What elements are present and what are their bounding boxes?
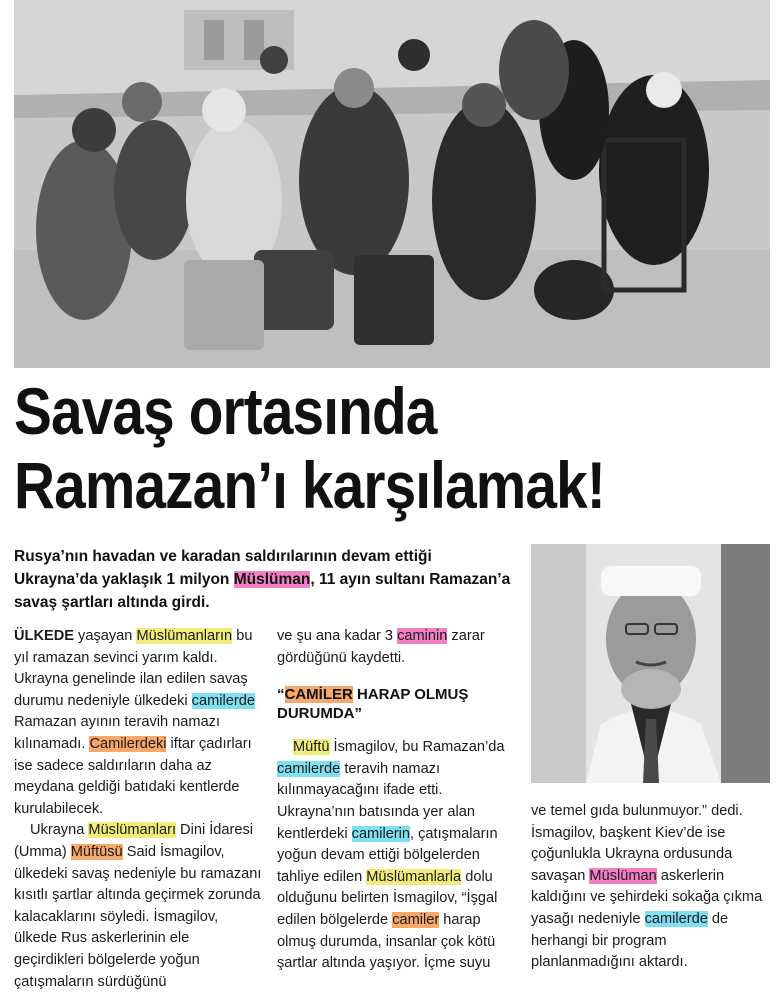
highlight: CAMİLER xyxy=(284,686,353,704)
paragraph: Müftü İsmagilov, bu Ramazan’da camilerde teravih namazı kılınmayacağını ifade etti. Ukrayna’nın batısında yer alan kentlerdeki camilerin, çatışmaların yoğun devam ettiği bölgelerden tahliye edilen Müslümanlarla dolu olduğunu belirten İsmagilov, “İşgal edilen bölgelerde camiler harap olmuş durumda, insanlar çok kötü şartlar altında yaşıyor. İçme suyu xyxy=(277,739,505,972)
subheading: “CAMİLER HARAP OLMUŞ DURUMDA” xyxy=(277,686,469,723)
article-column-1 xyxy=(14,626,262,993)
headline-line-1: Savaş ortasında xyxy=(14,374,437,448)
highlight: camilerde xyxy=(191,692,255,709)
headline-line-2: Ramazan’ı karşılamak! xyxy=(14,448,605,522)
highlight: camilerde xyxy=(277,760,341,777)
paragraph: ve şu ana kadar 3 caminin zarar gördüğünü kaydetti. xyxy=(277,628,485,666)
highlight: camilerde xyxy=(644,910,708,927)
highlight: Müftüsü xyxy=(70,843,123,860)
article-column-3 xyxy=(531,801,770,974)
highlight: Müftü xyxy=(293,739,330,756)
refugees-photo xyxy=(14,0,770,368)
highlight: camilerin xyxy=(351,825,411,842)
highlight: Müslümanlarla xyxy=(366,868,462,885)
highlight: caminin xyxy=(397,628,448,644)
highlight: camiler xyxy=(392,911,440,928)
headline xyxy=(14,374,664,522)
lead-paragraph: Rusya’nın havadan ve karadan saldırılarının devam ettiği Ukrayna’da yaklaşık 1 milyon Müslüman, 11 ayın sultanı Ramazan’a savaş şartları altında girdi. xyxy=(14,548,511,611)
mufti-portrait-photo xyxy=(531,544,770,783)
paragraph: ÜLKEDE yaşayan Müslümanların bu yıl ramazan sevinci yarım kaldı. Ukrayna genelinde ilan edilen savaş durumu nedeniyle ülkedeki camilerde Ramazan ayının teravih namazı kılınamadı. Camilerdeki iftar çadırları ise sadece saldırıların daha az meydana geldiği batıdaki kentlerde kurulabilecek. xyxy=(14,628,255,817)
highlight: Müslüman xyxy=(233,571,311,588)
highlight: Müslümanları xyxy=(88,822,176,839)
highlight: Müslümanların xyxy=(136,628,233,644)
paragraph: ve temel gıda bulunmuyor.” dedi. İsmagilov, başkent Kiev’de ise çoğunlukla Ukrayna ordusunda savaşan Müslüman askerlerin kaldığını ve şehirdeki sokağa çıkma yasağı nedeniyle camilerde de herhangi bir program planlanmadığını aktardı. xyxy=(531,803,763,971)
highlight: Müslüman xyxy=(589,867,657,884)
paragraph: Ukrayna Müslümanları Dini İdaresi (Umma) Müftüsü Said İsmagilov, ülkedeki savaş nedeniyle bu ramazanı kısıtlı şartlar altında geçirmek zorunda kalacaklarını söyledi. İsmagilov, ülkede Rus askerlerinin ele geçirdikleri bölgelerde yoğun çatışmaların sürdüğünü xyxy=(14,822,262,990)
highlight: Camilerdeki xyxy=(89,735,167,752)
article-column-2 xyxy=(277,626,519,975)
